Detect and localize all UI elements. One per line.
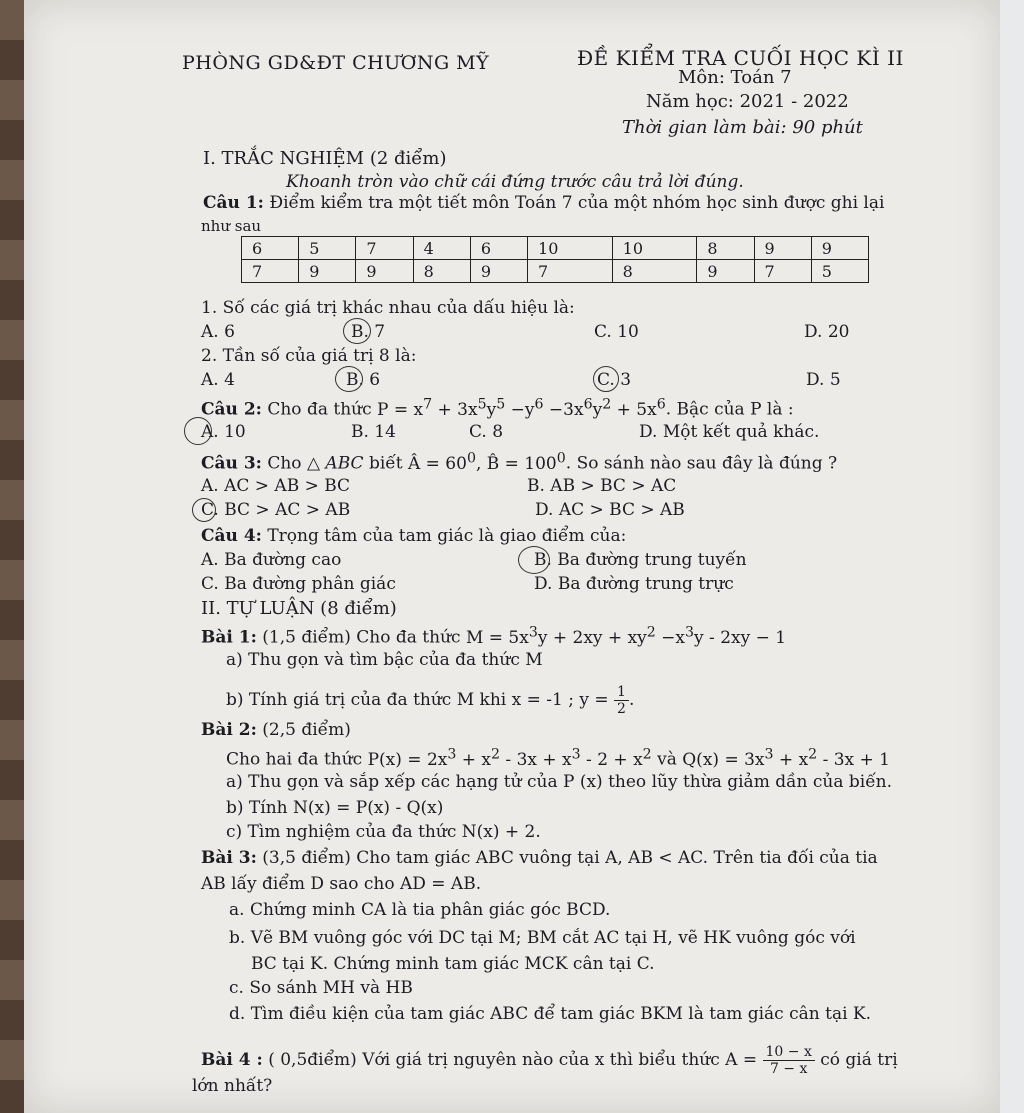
score-cell: 9 [356,260,413,283]
b2-points: (2,5 điểm) [262,720,351,740]
score-cell: 6 [470,237,527,260]
q2-option-c: C. 8 [469,422,504,442]
b3-text: (3,5 điểm) Cho tam giác ABC vuông tại A, AB < AC. Trên tia đối của tia [262,848,878,868]
q2-option-b: B. 14 [351,422,396,442]
b3-a: a. Chứng minh CA là tia phân giác góc BCD. [229,900,611,920]
q1-sub2-option-b: B. 6 [346,370,381,390]
b1-a: a) Thu gọn và tìm bậc của đa thức M [226,650,543,670]
office-name: PHÒNG GD&ĐT CHƯƠNG MỸ [182,52,490,74]
q2-line [201,396,794,420]
part1-title: I. TRẮC NGHIỆM (2 điểm) [203,148,447,169]
b2-text-prefix: Cho hai đa thức [226,749,363,770]
b3-line [201,848,878,868]
q4-option-d: D. Ba đường trung trực [534,574,734,594]
b4-expression: A = $\frac{10 - x}{7 - x}$ [725,1050,815,1070]
q4-option-b: B. Ba đường trung tuyến [534,550,747,570]
q4-option-a: A. Ba đường cao [201,550,342,570]
q1-sub1-option-a: A. 6 [201,322,235,342]
score-row [242,237,869,260]
score-cell: 9 [754,237,811,260]
b2-b: b) Tính N(x) = P(x) - Q(x) [226,798,444,818]
score-row [242,260,869,283]
score-cell: 10 [612,237,697,260]
q3-text-mid: biết [368,453,403,474]
q3-label: Câu 3: [201,453,262,474]
score-cell: 8 [697,237,754,260]
q3-line [201,450,837,474]
q3-triangle: △ ABC [306,453,364,474]
q4-text: Trọng tâm của tam giác là giao điểm của: [267,526,627,546]
q1-sub1-option-b: B. 7 [351,322,386,342]
b2-p: $P(x) = 2x^3 + x^2 - 3x + x^3 - 2 + x^2$ [367,746,652,770]
q1-sub2-option-c: C. 3 [597,370,632,390]
answer-circle [335,366,363,392]
b2-line [201,720,351,740]
q3-option-d: D. AC > BC > AB [535,500,685,520]
b2-c: c) Tìm nghiệm của đa thức N(x) + 2. [226,822,541,842]
q4-label: Câu 4: [201,526,262,546]
q3-option-b: B. AB > BC > AC [527,476,677,496]
q2-text-prefix: Cho đa thức [267,399,372,420]
q1-sub1-option-d: D. 20 [804,322,850,342]
b3-label: Bài 3: [201,848,257,868]
b4-label: Bài 4 : [201,1050,263,1070]
score-cell: 7 [754,260,811,283]
q2-text-suffix: . Bậc của P là : [665,399,794,420]
b4-text2: lớn nhất? [192,1076,273,1096]
score-cell: 7 [528,260,613,283]
part2-title: II. TỰ LUẬN (8 điểm) [201,598,397,619]
q1-sub2-option-a: A. 4 [201,370,235,390]
q4-option-c: C. Ba đường phân giác [201,574,396,594]
score-cell: 8 [612,260,697,283]
q1-label: Câu 1: [203,193,264,213]
score-cell: 5 [811,260,868,283]
score-cell: 5 [299,237,356,260]
b2-text-line [226,746,890,770]
b1-label: Bài 1: [201,627,257,648]
q2-polynomial: $P = x^7 + 3x^5y^5 -y^6 -3x^6y^2 + 5x^6$ [377,396,666,420]
b3-c: c. So sánh MH và HB [229,978,413,998]
q1-sub1-option-c: C. 10 [594,322,639,342]
score-cell: 10 [528,237,613,260]
b4-frac-num: 10 − x [763,1044,815,1061]
q3-option-c: C. BC > AC > AB [201,500,351,520]
score-cell: 7 [356,237,413,260]
b3-text2: AB lấy điểm D sao cho AD = AB. [201,874,482,894]
b1-b-line [226,684,634,717]
b3-b: b. Vẽ BM vuông góc với DC tại M; BM cắt AC tại H, vẽ HK vuông góc với [229,928,856,948]
b1-text: (1,5 điểm) Cho đa thức [262,627,461,648]
subject: Môn: Toán 7 [678,67,792,88]
b1-b-values: x = -1 ; y = $\frac{1}{2}$ . [511,684,635,717]
answer-circle [518,546,550,574]
score-cell: 8 [413,260,470,283]
q2-option-a: A. 10 [201,422,246,442]
b1-line [201,624,786,648]
answer-circle [593,366,619,392]
score-cell: 9 [697,260,754,283]
q1-text2: như sau [201,217,262,235]
score-cell: 6 [242,237,299,260]
q4-line [201,526,626,546]
q3-option-a: A. AC > AB > BC [201,476,351,496]
score-cell: 4 [413,237,470,260]
score-cell: 7 [242,260,299,283]
score-cell: 9 [470,260,527,283]
exam-paper [24,0,1000,1113]
b3-d: d. Tìm điều kiện của tam giác ABC để tam giác BKM là tam giác cân tại K. [229,1004,872,1024]
q2-label: Câu 2: [201,399,262,420]
score-cell: 9 [299,260,356,283]
q1-text: Điểm kiểm tra một tiết môn Toán 7 của một nhóm học sinh được ghi lại [269,193,885,213]
q1-sub2-option-d: D. 5 [806,370,841,390]
score-cell: 9 [811,237,868,260]
b4-suffix: có giá trị [820,1050,898,1070]
b4-line [201,1044,898,1077]
q3-angles: Â = $60^0$, B̂ = $100^0$ [407,450,566,474]
b1-polynomial: $M = 5x^3y + 2xy + xy^2 -x^3y - 2xy - 1$ [465,624,787,648]
answer-circle [184,417,212,445]
b2-q: $Q(x) = 3x^3 + x^2 - 3x + 1$ [682,746,890,770]
b2-label: Bài 2: [201,720,257,740]
part1-instruction: Khoanh tròn vào chữ cái đứng trước câu trả lời đúng. [286,172,744,192]
b2-and: và [657,749,677,770]
q1-sub2: 2. Tần số của giá trị 8 là: [201,346,417,366]
exam-title: ĐỀ KIỂM TRA CUỐI HỌC KÌ II [577,46,904,70]
q3-text-prefix: Cho [267,453,302,474]
answer-circle [343,318,371,344]
b2-a: a) Thu gọn và sắp xếp các hạng tử của P (x) theo lũy thừa giảm dần của biến. [226,772,893,792]
answer-circle [192,498,216,522]
q2-option-d: D. Một kết quả khác. [639,422,820,442]
b1-b: b) Tính giá trị của đa thức M khi [226,690,507,710]
b4-text: ( 0,5điểm) Với giá trị nguyên nào của x thì biểu thức [268,1050,720,1070]
school-year: Năm học: 2021 - 2022 [646,91,849,112]
duration: Thời gian làm bài: 90 phút [622,117,863,138]
score-table [241,236,869,283]
q1-sub1: 1. Số các giá trị khác nhau của dấu hiệu là: [201,298,575,318]
q1-line [203,193,884,213]
b3-b2: BC tại K. Chứng minh tam giác MCK cân tại C. [251,954,655,974]
b4-frac-den: 7 − x [769,1061,808,1077]
q3-text-suffix: . So sánh nào sau đây là đúng ? [565,453,838,474]
